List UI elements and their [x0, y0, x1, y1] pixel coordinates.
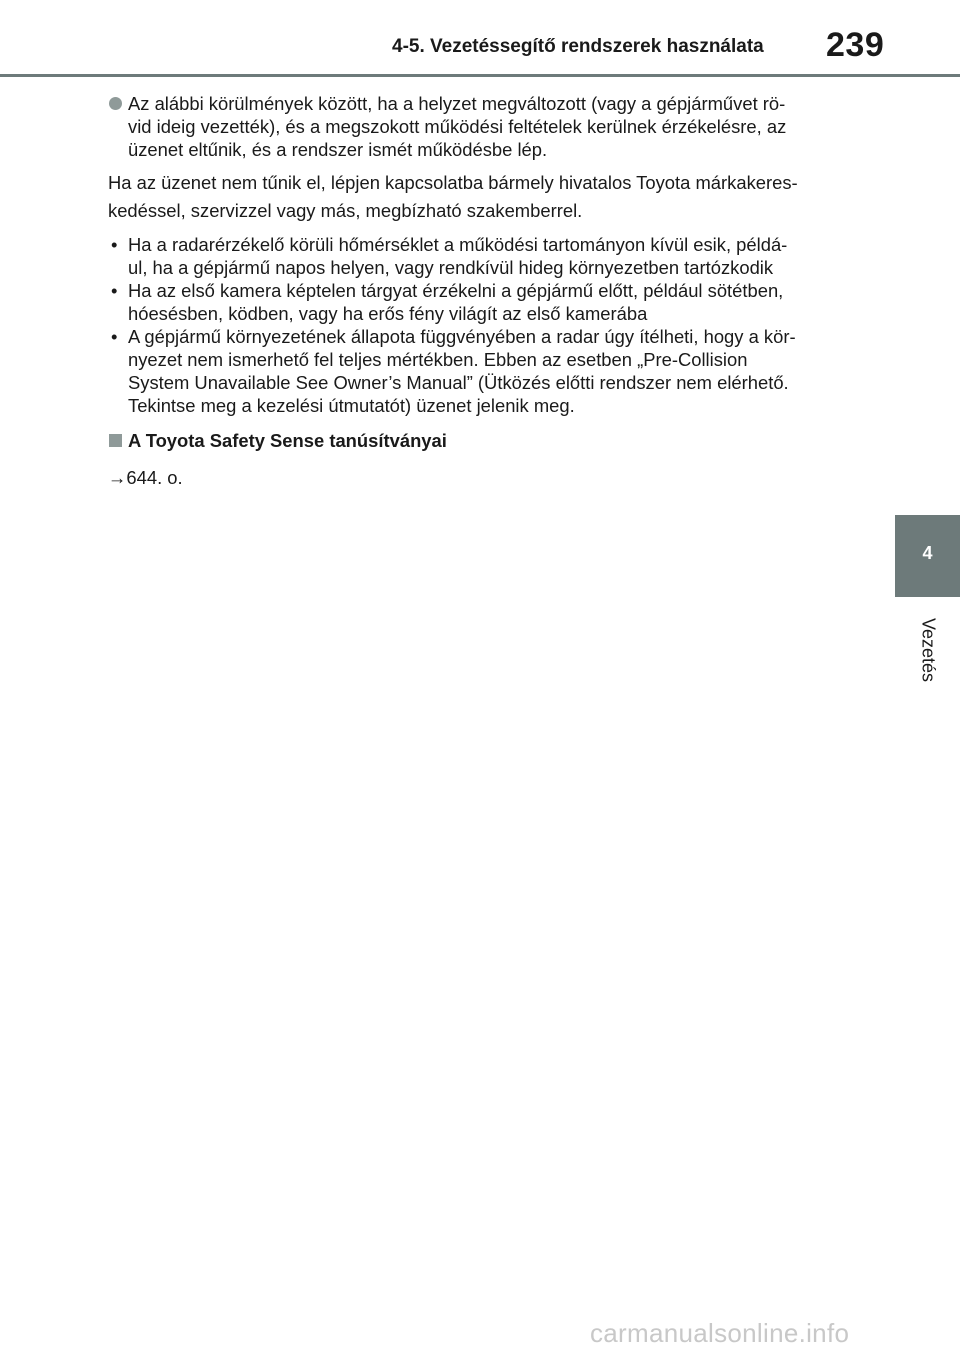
header-divider: [0, 74, 960, 77]
text-line: ul, ha a gépjármű napos helyen, vagy rendkívül hideg környezetben tartózkodik: [128, 257, 774, 278]
chapter-label-text: Vezetés: [918, 617, 939, 683]
square-bullet-icon: [109, 434, 122, 447]
text-line: System Unavailable See Owner’s Manual” (Ütközés előtti rendszer nem elérhető.: [128, 372, 789, 393]
page-content: [108, 92, 860, 489]
section-heading: [108, 429, 860, 452]
text-line: A gépjármű környezetének állapota függvényében a radar úgy ítélheti, hogy a kör-: [128, 326, 796, 347]
circle-bullet-icon: [109, 97, 122, 110]
bullet-list: [108, 233, 860, 417]
chapter-label: [914, 608, 942, 692]
text-line: Ha az üzenet nem tűnik el, lépjen kapcsolatba bármely hivatalos Toyota márkakeres-: [108, 172, 798, 193]
text-line: Tekintse meg a kezelési útmutatót) üzenet jelenik meg.: [128, 395, 575, 416]
text-line: vid ideig vezették), és a megszokott működési feltételek kerülnek érzékelésre, az: [128, 116, 787, 137]
section-title: 4-5. Vezetéssegítő rendszerek használata: [392, 36, 764, 57]
contact-paragraph: [108, 169, 860, 225]
text-line: üzenet eltűnik, és a rendszer ismét működésbe lép.: [128, 139, 548, 160]
watermark: carmanualsonline.info: [590, 1318, 850, 1348]
list-item: [108, 233, 860, 279]
list-item: [108, 279, 860, 325]
circle-bullet-item: [108, 92, 860, 161]
text-line: nyezet nem ismerhető fel teljes mértékben. Ebben az esetben „Pre-Collision: [128, 349, 748, 370]
section-heading-text: A Toyota Safety Sense tanúsítványai: [128, 430, 447, 451]
chapter-tab[interactable]: [895, 515, 960, 597]
page-number: 239: [826, 26, 885, 64]
bullet-dot-icon: •: [111, 234, 118, 255]
list-item: [108, 325, 860, 417]
bullet-dot-icon: •: [111, 280, 118, 301]
text-line: hóesésben, ködben, vagy ha erős fény világít az első kamerába: [128, 303, 648, 324]
page-reference[interactable]: →644. o.: [108, 467, 183, 488]
text-line: Az alábbi körülmények között, ha a helyzet megváltozott (vagy a gépjárművet rö-: [128, 93, 786, 114]
text-line: Ha a radarérzékelő körüli hőmérséklet a működési tartományon kívül esik, példá-: [128, 234, 788, 255]
chapter-number: 4: [922, 543, 933, 563]
bullet-dot-icon: •: [111, 326, 118, 347]
text-line: Ha az első kamera képtelen tárgyat érzékelni a gépjármű előtt, például sötétben,: [128, 280, 784, 301]
text-line: kedéssel, szervizzel vagy más, megbízható szakemberrel.: [108, 200, 583, 221]
